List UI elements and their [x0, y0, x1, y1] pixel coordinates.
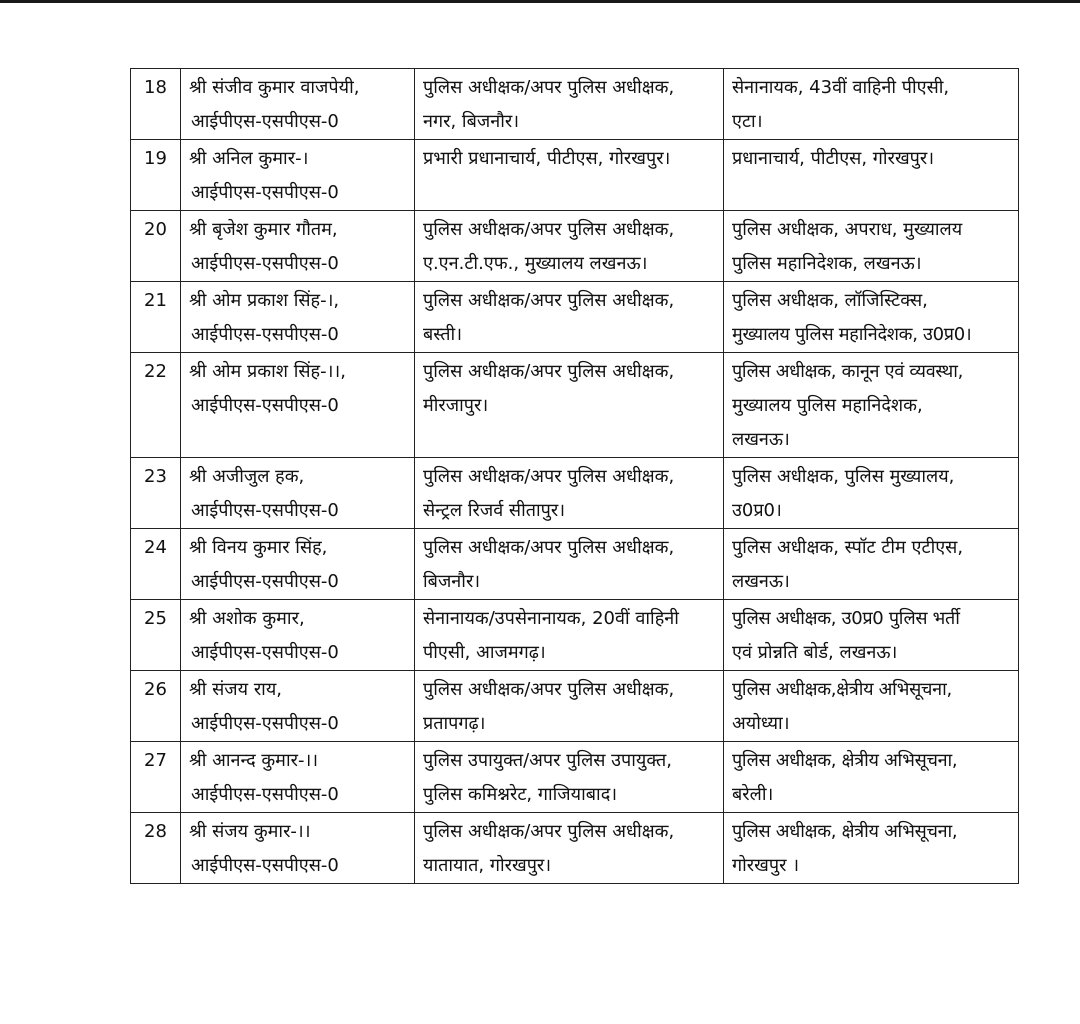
- current-posting-line: पीएसी, आजमगढ़।: [423, 642, 546, 663]
- table-row: [131, 529, 1019, 600]
- new-posting-cell: [724, 211, 1019, 282]
- current-posting-cell: [415, 600, 724, 671]
- new-posting-line: उ0प्र0।: [732, 500, 782, 521]
- officer-name-line: आईपीएस-एसपीएस-0: [191, 500, 339, 521]
- table-row: [131, 211, 1019, 282]
- current-posting-line: बिजनौर।: [423, 571, 481, 592]
- current-posting-cell: [415, 282, 724, 353]
- serial-number: 18: [131, 69, 181, 140]
- current-posting-cell: [415, 140, 724, 211]
- current-posting-line: पुलिस अधीक्षक/अपर पुलिस अधीक्षक,: [423, 537, 675, 558]
- new-posting-line: पुलिस महानिदेशक, लखनऊ।: [732, 253, 922, 274]
- current-posting-cell: [415, 671, 724, 742]
- new-posting-line: अयोध्या।: [732, 713, 790, 734]
- current-posting-line: यातायात, गोरखपुर।: [423, 855, 552, 876]
- officer-name-line: श्री अजीजुल हक,: [189, 466, 305, 487]
- current-posting-line: मीरजापुर।: [423, 395, 489, 416]
- top-edge-bar: [0, 0, 1080, 3]
- new-posting-cell: [724, 140, 1019, 211]
- new-posting-line: प्रधानाचार्य, पीटीएस, गोरखपुर।: [732, 148, 935, 169]
- officer-name-cell: [181, 529, 415, 600]
- new-posting-line: मुख्यालय पुलिस महानिदेशक, उ0प्र0।: [732, 324, 972, 345]
- officer-name-cell: [181, 69, 415, 140]
- new-posting-cell: [724, 69, 1019, 140]
- officer-name-cell: [181, 353, 415, 458]
- serial-number: 26: [131, 671, 181, 742]
- new-posting-line: लखनऊ।: [732, 429, 790, 450]
- officer-name-line: श्री आनन्द कुमार-।।: [189, 750, 319, 771]
- officer-name-line: आईपीएस-एसपीएस-0: [191, 713, 339, 734]
- new-posting-cell: [724, 671, 1019, 742]
- new-posting-line: पुलिस अधीक्षक, लॉजिस्टिक्स,: [732, 290, 928, 311]
- new-posting-line: पुलिस अधीक्षक,क्षेत्रीय अभिसूचना,: [732, 679, 952, 700]
- serial-number: 23: [131, 458, 181, 529]
- new-posting-cell: [724, 353, 1019, 458]
- table-row: [131, 458, 1019, 529]
- current-posting-cell: [415, 813, 724, 884]
- current-posting-line: पुलिस अधीक्षक/अपर पुलिस अधीक्षक,: [423, 361, 675, 382]
- officer-name-line: आईपीएस-एसपीएस-0: [191, 855, 339, 876]
- table-row: [131, 813, 1019, 884]
- current-posting-cell: [415, 69, 724, 140]
- current-posting-line: पुलिस अधीक्षक/अपर पुलिस अधीक्षक,: [423, 219, 675, 240]
- table-row: [131, 742, 1019, 813]
- current-posting-line: प्रभारी प्रधानाचार्य, पीटीएस, गोरखपुर।: [423, 148, 671, 169]
- current-posting-cell: [415, 742, 724, 813]
- current-posting-cell: [415, 353, 724, 458]
- current-posting-line: पुलिस अधीक्षक/अपर पुलिस अधीक्षक,: [423, 290, 675, 311]
- officer-name-line: आईपीएस-एसपीएस-0: [191, 784, 339, 805]
- new-posting-line: एटा।: [732, 111, 763, 132]
- officer-name-line: श्री अनिल कुमार-।: [189, 148, 309, 169]
- serial-number: 27: [131, 742, 181, 813]
- new-posting-line: मुख्यालय पुलिस महानिदेशक,: [732, 395, 923, 416]
- officer-name-line: श्री विनय कुमार सिंह,: [189, 537, 328, 558]
- officer-name-cell: [181, 211, 415, 282]
- officer-name-line: श्री ओम प्रकाश सिंह-।,: [189, 290, 340, 311]
- table-row: [131, 600, 1019, 671]
- officer-name-line: आईपीएस-एसपीएस-0: [191, 324, 339, 345]
- new-posting-line: पुलिस अधीक्षक, क्षेत्रीय अभिसूचना,: [732, 750, 958, 771]
- current-posting-line: पुलिस अधीक्षक/अपर पुलिस अधीक्षक,: [423, 77, 675, 98]
- officer-name-cell: [181, 742, 415, 813]
- current-posting-line: ए.एन.टी.एफ., मुख्यालय लखनऊ।: [423, 253, 648, 274]
- officer-name-cell: [181, 671, 415, 742]
- new-posting-line: लखनऊ।: [732, 571, 790, 592]
- new-posting-line: पुलिस अधीक्षक, उ0प्र0 पुलिस भर्ती: [732, 608, 960, 629]
- officer-name-line: आईपीएस-एसपीएस-0: [191, 395, 339, 416]
- serial-number: 20: [131, 211, 181, 282]
- new-posting-line: पुलिस अधीक्षक, अपराध, मुख्यालय: [732, 219, 963, 240]
- new-posting-line: गोरखपुर ।: [732, 855, 800, 876]
- serial-number: 28: [131, 813, 181, 884]
- new-posting-line: एवं प्रोन्नति बोर्ड, लखनऊ।: [732, 642, 898, 663]
- current-posting-line: सेन्ट्रल रिजर्व सीतापुर।: [423, 500, 566, 521]
- officer-name-line: आईपीएस-एसपीएस-0: [191, 642, 339, 663]
- new-posting-cell: [724, 282, 1019, 353]
- serial-number: 25: [131, 600, 181, 671]
- officer-name-line: श्री ओम प्रकाश सिंह-।।,: [189, 361, 346, 382]
- table-row: [131, 353, 1019, 458]
- officer-name-line: श्री संजय कुमार-।।: [189, 821, 311, 842]
- current-posting-cell: [415, 458, 724, 529]
- current-posting-line: पुलिस कमिश्नरेट, गाजियाबाद।: [423, 784, 618, 805]
- officer-name-line: श्री संजीव कुमार वाजपेयी,: [189, 77, 360, 98]
- table-row: [131, 140, 1019, 211]
- officer-name-line: आईपीएस-एसपीएस-0: [191, 253, 339, 274]
- new-posting-line: पुलिस अधीक्षक, कानून एवं व्यवस्था,: [732, 361, 964, 382]
- new-posting-line: बरेली।: [732, 784, 774, 805]
- table-row: [131, 282, 1019, 353]
- new-posting-line: पुलिस अधीक्षक, क्षेत्रीय अभिसूचना,: [732, 821, 958, 842]
- current-posting-line: पुलिस अधीक्षक/अपर पुलिस अधीक्षक,: [423, 821, 675, 842]
- current-posting-line: पुलिस अधीक्षक/अपर पुलिस अधीक्षक,: [423, 679, 675, 700]
- officer-name-cell: [181, 813, 415, 884]
- new-posting-line: सेनानायक, 43वीं वाहिनी पीएसी,: [732, 77, 950, 98]
- officer-name-cell: [181, 600, 415, 671]
- current-posting-line: सेनानायक/उपसेनानायक, 20वीं वाहिनी: [423, 608, 679, 629]
- current-posting-line: पुलिस अधीक्षक/अपर पुलिस अधीक्षक,: [423, 466, 675, 487]
- officer-name-cell: [181, 282, 415, 353]
- current-posting-line: बस्ती।: [423, 324, 463, 345]
- serial-number: 24: [131, 529, 181, 600]
- transfer-table: [130, 68, 1019, 884]
- officer-name-line: श्री संजय राय,: [189, 679, 282, 700]
- new-posting-cell: [724, 813, 1019, 884]
- officer-name-cell: [181, 458, 415, 529]
- table-row: [131, 69, 1019, 140]
- new-posting-cell: [724, 458, 1019, 529]
- current-posting-cell: [415, 529, 724, 600]
- officer-name-line: आईपीएस-एसपीएस-0: [191, 571, 339, 592]
- transfer-table-body: [131, 69, 1019, 884]
- current-posting-line: प्रतापगढ़।: [423, 713, 486, 734]
- new-posting-line: पुलिस अधीक्षक, स्पॉट टीम एटीएस,: [732, 537, 964, 558]
- serial-number: 19: [131, 140, 181, 211]
- new-posting-cell: [724, 742, 1019, 813]
- new-posting-cell: [724, 600, 1019, 671]
- new-posting-cell: [724, 529, 1019, 600]
- current-posting-line: पुलिस उपायुक्त/अपर पुलिस उपायुक्त,: [423, 750, 672, 771]
- officer-name-line: आईपीएस-एसपीएस-0: [191, 182, 339, 203]
- officer-name-line: श्री बृजेश कुमार गौतम,: [189, 219, 338, 240]
- serial-number: 22: [131, 353, 181, 458]
- officer-name-line: आईपीएस-एसपीएस-0: [191, 111, 339, 132]
- serial-number: 21: [131, 282, 181, 353]
- current-posting-line: नगर, बिजनौर।: [423, 111, 520, 132]
- officer-name-line: श्री अशोक कुमार,: [189, 608, 305, 629]
- table-row: [131, 671, 1019, 742]
- officer-name-cell: [181, 140, 415, 211]
- current-posting-cell: [415, 211, 724, 282]
- new-posting-line: पुलिस अधीक्षक, पुलिस मुख्यालय,: [732, 466, 955, 487]
